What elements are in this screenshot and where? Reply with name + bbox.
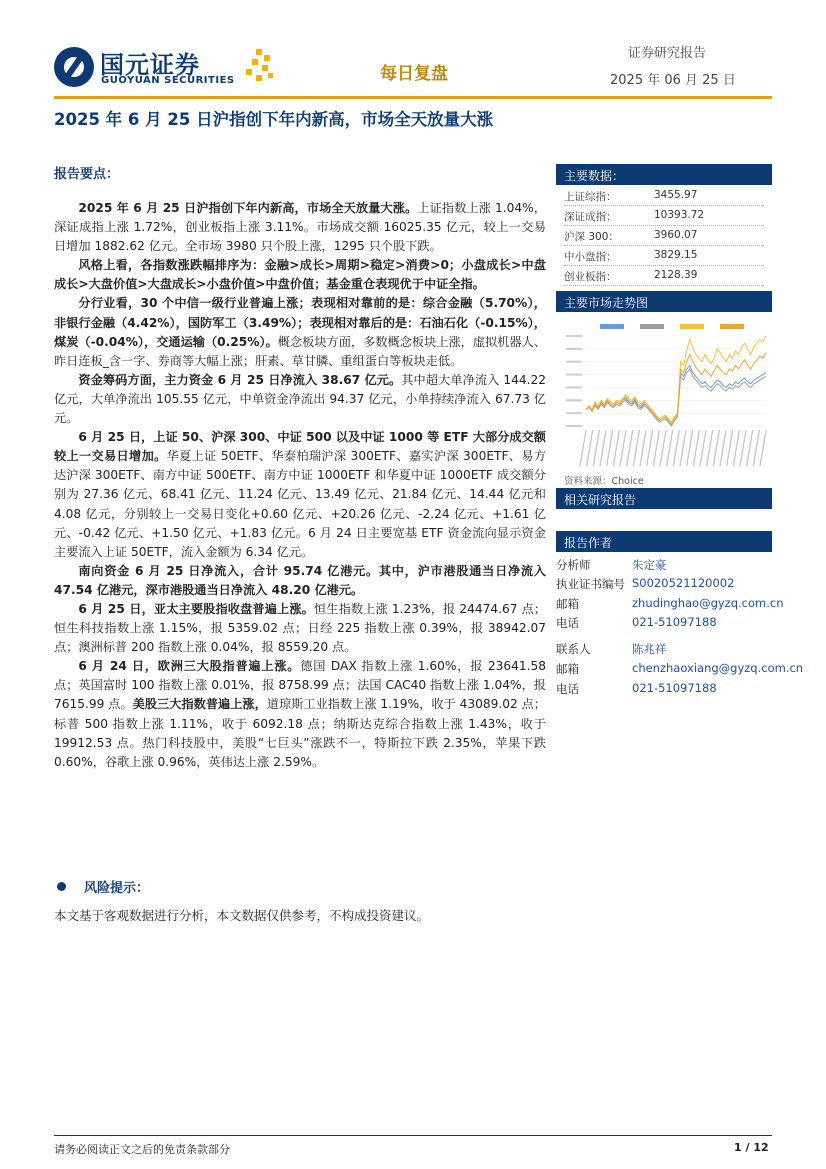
summary-title: 报告要点： — [54, 167, 120, 182]
index-name: 创业板指： — [564, 271, 617, 283]
logo-subtext: GUOYUAN SECURITIES — [101, 75, 235, 86]
logo-mark — [54, 47, 94, 87]
x-tick-mark — [627, 430, 633, 466]
page-title: 2025 年 6 月 25 日沪指创下年内新高，市场全天放量大涨 — [54, 110, 494, 129]
paragraph-lead: 资金筹码方面，主力资金 6 月 25 日净流入 38.67 亿元。 — [78, 372, 402, 387]
x-tick-mark — [587, 430, 593, 466]
summary-paragraph — [54, 294, 546, 370]
legend-swatch — [640, 324, 664, 329]
index-value: 10393.72 — [654, 209, 705, 221]
x-tick-mark — [647, 430, 653, 466]
x-tick-mark — [593, 430, 599, 466]
main-data-header — [556, 164, 772, 185]
paragraph-text: 概念板块方面，多数概念板块上涨，虚拟机器人、昨日连板_含一字、券商等大幅上涨；肝素、草甘膦、重组蛋白等板块走低。 — [54, 334, 547, 368]
index-row — [564, 225, 764, 246]
market-trend-chart — [560, 318, 770, 470]
page-number: 1 / 12 — [734, 1141, 769, 1154]
x-tick-mark — [693, 430, 699, 466]
x-tick-mark — [620, 430, 626, 466]
footer-rule — [54, 1135, 772, 1136]
x-tick-mark — [660, 430, 666, 466]
author-title: 报告作者 — [564, 536, 613, 550]
x-tick-mark — [607, 430, 613, 466]
author-header — [556, 531, 772, 552]
author-label: 邮箱 — [556, 597, 579, 611]
author-label: 邮箱 — [556, 662, 579, 676]
paragraph-lead: 美股三大指数普遍上涨， — [132, 697, 267, 712]
paragraph-lead: 分行业看，30 个中信一级行业普遍上涨；表现相对靠前的是：综合金融（5.70%），非银行金融（4.42%），国防军工（3.49%）；表现相对靠后的是：石油石化（-0.15%），煤炭（-0.04%），交通运输（0.25%）。 — [54, 296, 546, 349]
x-tick-mark — [720, 430, 726, 466]
author-value: 021-51097188 — [632, 681, 717, 695]
paragraph-text: 德国 DAX 指数上涨 1.60%，报 23641.58 点；英国富时 100 指数上涨 0.01%，报 8758.99 点；法国 CAC40 指数上涨 1.04%，报 7615.99 点。 — [54, 659, 546, 712]
x-tick-mark — [653, 430, 659, 466]
summary-paragraph — [54, 199, 546, 256]
summary-paragraph — [54, 428, 546, 562]
x-tick-mark — [713, 430, 719, 466]
author-value: 021-51097188 — [632, 615, 717, 629]
legend-swatch — [600, 324, 624, 329]
x-tick-mark — [740, 430, 746, 466]
legend-swatch — [680, 324, 704, 329]
x-tick-mark — [580, 430, 586, 466]
paragraph-lead: 6 月 25 日，亚太主要股指收盘普遍上涨。 — [78, 601, 314, 616]
index-value: 3455.97 — [654, 189, 698, 201]
index-name: 上证综指： — [564, 191, 617, 203]
summary-body — [54, 199, 546, 772]
x-tick-mark — [673, 430, 679, 466]
related-header — [556, 488, 772, 509]
x-tick-mark — [680, 430, 686, 466]
index-name: 深证成指： — [564, 211, 617, 223]
chart-header — [556, 291, 772, 312]
index-name: 沪深 300： — [564, 231, 619, 243]
paragraph-text: 其中超大单净流入 144.22 亿元，大单净流出 105.55 亿元，中单资金净流出 94.37 亿元，小单持续净流入 67.73 亿元。 — [54, 372, 546, 426]
main-data-title: 主要数据： — [564, 169, 625, 183]
author-value: 陈兆祥 — [632, 642, 667, 656]
x-tick-mark — [667, 430, 673, 466]
risk-title: 风险提示： — [84, 881, 150, 896]
x-tick-mark — [727, 430, 733, 466]
author-label: 电话 — [556, 682, 579, 696]
logo-star-icon — [238, 45, 278, 89]
paragraph-lead: 6 月 24 日，欧洲三大股指普遍上涨。 — [78, 659, 301, 674]
chart-title: 主要市场走势图 — [564, 296, 649, 310]
summary-paragraph — [54, 562, 546, 600]
x-tick-mark — [760, 430, 766, 466]
author-value: S0020521120002 — [632, 576, 735, 590]
index-row — [564, 245, 764, 266]
paragraph-text: 道琼斯工业指数上涨 1.19%，收于 43089.02 点；标普 500 指数上涨 1.11%，收于 6092.18 点；纳斯达克综合指数上涨 1.43%，收于 19912.53 点。热门科技股中，美股“七巨头”涨跌不一，特斯拉下跌 2.35%，苹果下跌 0.60%，谷歌上涨 0.96%，英伟达上涨 2.59%。 — [54, 697, 546, 769]
report-date: 2025 年 06 月 25 日 — [610, 73, 736, 88]
report-category: 每日复盘 — [380, 64, 448, 84]
author-label: 联系人 — [556, 642, 591, 656]
index-value: 3960.07 — [654, 229, 698, 241]
paragraph-text: 华夏上证 50ETF、华泰柏瑞沪深 300ETF、嘉实沪深 300ETF、易方达沪深 300ETF、南方中证 500ETF、南方中证 1000ETF 和华夏中证 1000ETF 成交额分别为 27.36 亿元、68.41 亿元、11.24 亿元、13.49 亿元、21.84 亿元、14.44 亿元和 4.08 亿元，分别较上一交易日变化+0.60 亿元、+20.26 亿元、-2.24 亿元、+1.61 亿元、-0.42 亿元、+1.50 亿元、+1.83 亿元。6 月 24 日主要宽基 ETF 资金流向显示资金主要流入上证 50ETF，流入金额为 6.34 亿元。 — [54, 449, 547, 559]
summary-paragraph — [54, 371, 546, 428]
paragraph-text: 上证指数上涨 1.04%，深证成指上涨 1.72%，创业板指上涨 3.11%。市场成交额 16025.35 亿元，较上一交易日增加 1882.62 亿元。全市场 3980 只个股上涨，1295 只个股下跌。 — [54, 201, 546, 254]
paragraph-text: 恒生指数上涨 1.23%，报 24474.67 点；恒生科技指数上涨 1.15%，报 5359.02 点；日经 225 指数上涨 0.39%，报 38942.07 点；澳洲标普 200 指数上涨 0.04%，报 8559.20 点。 — [54, 601, 547, 655]
x-tick-mark — [753, 430, 759, 466]
x-tick-mark — [707, 430, 713, 466]
author-label: 分析师 — [556, 558, 591, 572]
x-tick-mark — [640, 430, 646, 466]
bullet-icon — [57, 882, 66, 891]
x-tick-mark — [633, 430, 639, 466]
author-value: zhudinghao@gyzq.com.cn — [632, 596, 784, 610]
x-tick-mark — [687, 430, 693, 466]
index-row — [564, 205, 764, 226]
x-tick-mark — [600, 430, 606, 466]
index-value: 3829.15 — [654, 249, 698, 261]
index-row — [564, 185, 764, 206]
author-value: chenzhaoxiang@gyzq.com.cn — [632, 661, 804, 675]
paragraph-lead: 风格上看，各指数涨跌幅排序为：金融>成长>周期>稳定>消费>0；小盘成长>中盘成长>大盘价值>大盘成长>小盘价值>中盘价值；基金重仓表现优于中证全指。 — [54, 258, 546, 292]
index-row — [564, 265, 764, 286]
x-tick-mark — [747, 430, 753, 466]
author-value: 朱定豪 — [632, 558, 667, 572]
related-title: 相关研究报告 — [564, 493, 637, 507]
summary-paragraph — [54, 600, 546, 657]
series-line-3 — [586, 353, 766, 425]
legend-swatch — [720, 324, 744, 329]
paragraph-lead: 6 月 25 日，上证 50、沪深 300、中证 500 以及中证 1000 等 ETF 大部分成交额较上一交易日增加。 — [54, 430, 546, 464]
summary-paragraph — [54, 256, 546, 294]
chart-source: 资料来源：Choice — [564, 476, 644, 487]
author-label: 电话 — [556, 616, 579, 630]
index-value: 2128.39 — [654, 269, 698, 281]
risk-text: 本文基于客观数据进行分析，本文数据仅供参考，不构成投资建议。 — [54, 908, 430, 923]
index-name: 中小盘指： — [564, 251, 617, 263]
report-type: 证券研究报告 — [628, 46, 707, 61]
header-rule — [54, 96, 772, 99]
x-tick-mark — [613, 430, 619, 466]
x-tick-mark — [733, 430, 739, 466]
paragraph-lead: 2025 年 6 月 25 日沪指创下年内新高，市场全天放量大涨。 — [78, 201, 418, 215]
logo-text: 国元证券 — [100, 51, 200, 79]
disclaimer-note: 请务必阅读正文之后的免责条款部分 — [54, 1143, 230, 1156]
author-label: 执业证书编号 — [556, 577, 625, 591]
paragraph-lead: 南向资金 6 月 25 日净流入，合计 95.74 亿港元。其中，沪市港股通当日净流入 47.54 亿港元，深市港股通当日净流入 48.20 亿港元。 — [54, 563, 546, 597]
summary-paragraph — [54, 657, 546, 772]
x-tick-mark — [700, 430, 706, 466]
